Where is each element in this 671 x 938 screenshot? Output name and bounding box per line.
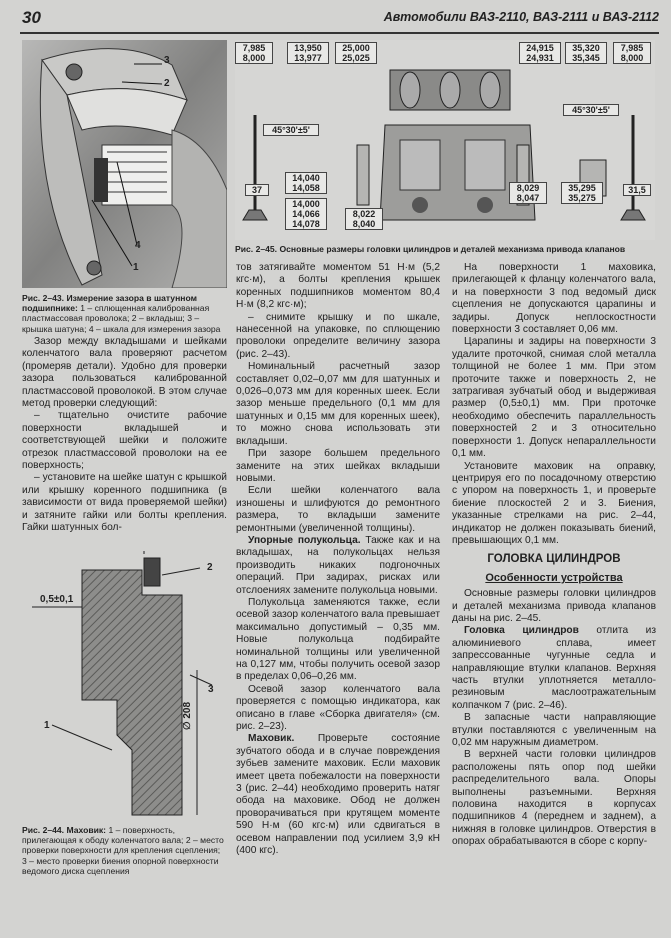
column-3 [452, 262, 656, 849]
paragraph: – установите на шейке шатун с крышкой или крышку коренного подшипника (в зависимости от вида проверяемой шейки) и затяните гайки или болты крепления. Гайки шатунных бол- [22, 472, 227, 534]
paragraph-text: Также как и на вкладышах, на полукольцах нельзя производить никаких подгоночных операций. При задирах, рисках или отслоениях замените полукольца новыми. [236, 534, 440, 596]
run-in-heading: Головка цилиндров [464, 625, 579, 637]
dim-tappet [561, 182, 603, 204]
dim-value: 8,000 [242, 53, 266, 63]
dim-cam-bore [335, 42, 377, 64]
callout-1: 1 [44, 720, 50, 731]
dim-31-5: 31,5 [623, 184, 651, 196]
dim-valve-right [613, 42, 651, 64]
dim-value: 8,040 [352, 219, 376, 229]
dim-value: 24,931 [526, 53, 554, 63]
flywheel-section-drawing [22, 550, 227, 820]
caption-2-43-text: 1 – сплющенная калиброванная пластмассовая проволока; 2 – вкладыш; 3 – крышка шатуна; 4 – шкала для измерения зазора [22, 303, 221, 334]
figure-2-43 [22, 40, 227, 288]
dim-value: 7,985 [620, 43, 644, 53]
figure-2-45 [235, 40, 655, 240]
paragraph: В верхней части головки цилиндров расположены пять опор под шейки распределительного вала. Опоры выполнены разъемными. Верхняя половина находится в корпусах подшипников 4 (переднем и заднем), а нижняя в головке цилиндров. Отверстия в опорах обрабатываются в сборе с корпу- [452, 749, 656, 848]
dim-value: 25,000 [342, 43, 370, 53]
dim-value: 14,078 [292, 219, 320, 229]
dim-guide-hole [285, 198, 327, 230]
header-rule [20, 32, 659, 34]
dim-guide-left [287, 42, 329, 64]
dim-guide-inner-left [345, 208, 383, 230]
paragraph: Осевой зазор коленчатого вала проверяется с помощью индикатора, как описано в главе «Сборка двигателя» (см. рис. 2–23). [236, 683, 440, 733]
paragraph: Основные размеры головки цилиндров и деталей механизма привода клапанов даны на рис. 2–45. [452, 588, 656, 624]
column-1 [22, 336, 227, 535]
paragraph: Установите маховик на оправку, центрируя его по посадочному отверстию с упором на поверхность 1, и проверьте биение плоскостей 2 и 3. Биения, указанные стрелками на рис. 2–44, индикатор не должен показывать биений, превышающих 0,1 мм. [452, 460, 656, 546]
paragraph: В запасные части направляющие втулки поставляются с увеличенным на 0,02 мм наружным диаметром. [452, 712, 656, 749]
dim-guide-outer [285, 172, 327, 194]
paragraph: Зазор между вкладышами и шейками коленчатого вала проверяют расчетом (промеряв детали). Удобно для проверки зазора пользоваться калиброванной пластмассовой проволокой. В этом случае метод проверки следующий: [22, 336, 227, 410]
dim-37: 37 [245, 184, 269, 196]
page-number: 30 [22, 8, 41, 27]
caption-2-45: Рис. 2–45. Основные размеры головки цилиндров и деталей механизма привода клапанов [235, 244, 626, 254]
dim-value: 13,977 [294, 53, 322, 63]
book-title: Автомобили ВАЗ-2110, ВАЗ-2111 и ВАЗ-2112 [383, 10, 659, 24]
callout-3: 3 [208, 684, 214, 695]
dim-value: 35,345 [572, 53, 600, 63]
dim-guide-inner-right [509, 182, 547, 204]
dim-value: 8,047 [516, 193, 540, 203]
dim-0-5: 0,5±0,1 [40, 594, 74, 605]
paragraph: Царапины и задиры на поверхности 3 удалите проточкой, снимая слой металла толщиной не более 1 мм. При этом проточите также и поверхность 2, не затрагивая зубчатый обод и выдерживая размер (0,5±0,1) мм. При проточке необходимо обеспечить параллельность поверхностей 2 и 3 относительно поверхности 1. Допуск непараллельности 0,1 мм. [452, 336, 656, 460]
dim-value: 14,066 [292, 209, 320, 219]
paragraph-text: отлита из алюминиевого сплава, имеет запрессованные чугунные седла и направляющие втулки клапанов. Верхняя часть втулки уплотняется металло-резиновым маслоотражательным колпачком 7 (рис. 2–46). [452, 625, 656, 711]
run-in-heading: Маховик. [248, 733, 295, 745]
subsection-heading: Особенности устройства [485, 571, 623, 584]
dim-value: 8,029 [516, 183, 540, 193]
dim-value: 25,025 [342, 53, 370, 63]
angle-left: 45°30'±5' [263, 124, 319, 136]
run-in-heading: Упорные полукольца. [248, 534, 361, 546]
paragraph: На поверхности 1 маховика, прилегающей к фланцу коленчатого вала, и на поверхности 3 под ведомый диск сцепления не допускаются царапины и задиры. Допуск неплоскостности поверхности 3 составляет 0,06 мм. [452, 262, 656, 336]
callout-2: 2 [164, 78, 170, 89]
dim-valve-left [235, 42, 273, 64]
paragraph: – тщательно очистите рабочие поверхности вкладышей и соответствующей шейки и положите отрезок пластмассовой проволоки на ее поверхность; [22, 410, 227, 472]
dim-value: 35,320 [572, 43, 600, 53]
paragraph: Если шейки коленчатого вала изношены и шлифуются до ремонтного размера, то вкладыши замените ремонтными (увеличенной толщины). [236, 485, 440, 534]
caption-2-43-title: Рис. 2–43. Измерение зазора в шатунном подшипнике: [22, 293, 197, 314]
paragraph: Номинальный расчетный зазор составляет 0,02–0,07 мм для шатунных и 0,026–0,073 мм для коренных шеек. Если зазор меньше предельного (0,1 мм для шатунных и 0,15 мм для коренных шеек), то можно снова использовать эти вкладыши. [236, 361, 440, 447]
figure-2-44 [22, 550, 227, 820]
angle-right: 45°30'±5' [563, 104, 619, 116]
dim-tappet-bore [565, 42, 607, 64]
paragraph: При зазоре большем предельного замените на этих шейках вкладыши новыми. [236, 448, 440, 484]
paragraph: Полукольца заменяются также, если осевой зазор коленчатого вала превышает максимально допустимый – 0,35 мм. Новые полукольца подбирайте номинальной толщины или увеличенной на 0,127 мм, чтобы получить осевой зазор в пределах 0,06–0,26 мм. [236, 596, 440, 683]
paragraph-text: Проверьте состояние зубчатого обода и в случае повреждения зубьев замените маховик. Если маховик имеет цвета побежалости на поверхности 3 (рис. 2–44) необходимо проверить натяг обода на маховике. Обод не должен проворачиваться при крутящем моменте 590 Н·м (60 кгс·м) или сдвигаться в осевом направлении под усилием 3,9 кН (400 кгс). [236, 733, 440, 857]
dim-value: 7,985 [242, 43, 266, 53]
dim-value: 24,915 [526, 43, 554, 53]
paragraph: – снимите крышку и по шкале, нанесенной на упаковке, по сплющению проволоки определите величину зазора (рис. 2–43). [236, 311, 440, 360]
dim-value: 35,295 [568, 183, 596, 193]
dim-value: 8,022 [352, 209, 376, 219]
callout-1: 1 [133, 262, 139, 273]
caption-2-43 [22, 293, 227, 334]
dim-value: 13,950 [294, 43, 322, 53]
paragraph [236, 535, 440, 597]
paragraph [452, 625, 656, 712]
caption-2-44-title: Рис. 2–44. Маховик: [22, 825, 107, 835]
diameter-208: ∅ 208 [182, 701, 193, 730]
paragraph: тов затягивайте моментом 51 Н·м (5,2 кгс·м), а болты крепления крышек коренных подшипников моментом 80,4 Н·м (8,2 кгс·м); [236, 262, 440, 311]
callout-4: 4 [135, 240, 141, 251]
dim-value: 14,040 [292, 173, 320, 183]
dim-cam-journal [519, 42, 561, 64]
callout-3: 3 [164, 55, 170, 66]
column-2 [236, 262, 440, 858]
dim-value: 35,275 [568, 193, 596, 203]
callout-2: 2 [207, 562, 213, 573]
caption-2-44 [22, 825, 227, 876]
section-heading: ГОЛОВКА ЦИЛИНДРОВ [487, 553, 621, 566]
dim-value: 14,058 [292, 183, 320, 193]
dim-value: 14,000 [292, 199, 320, 209]
paragraph [236, 733, 440, 857]
caption-2-44-text: 1 – поверхность, прилегающая к ободу коленчатого вала; 2 – место проверки поверхности для крепления сцепления; 3 – место проверки биения опорной поверхности ведомого диска сцепления [22, 825, 224, 876]
bearing-photo [22, 40, 227, 288]
dim-value: 8,000 [620, 53, 644, 63]
